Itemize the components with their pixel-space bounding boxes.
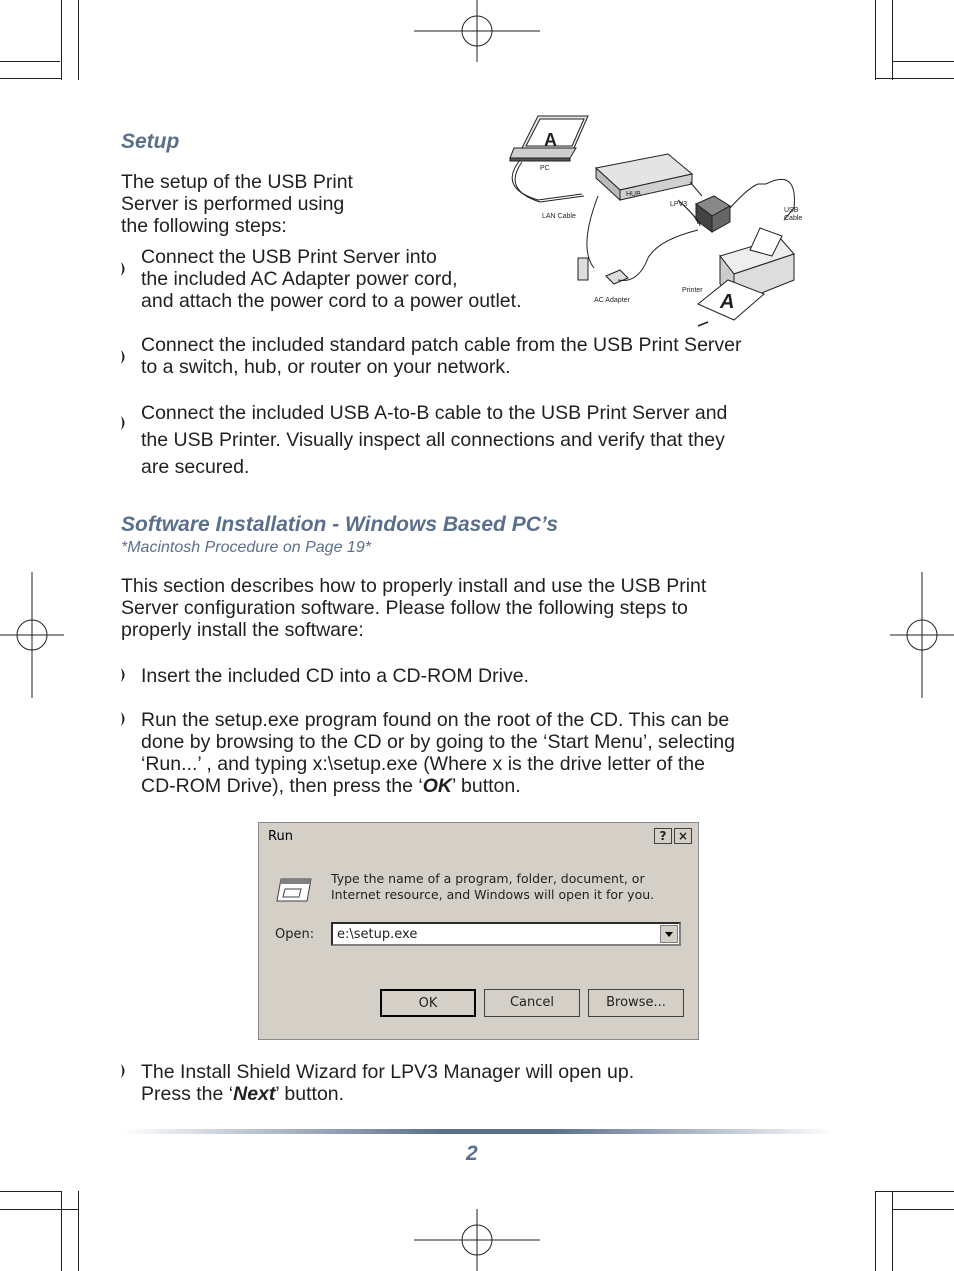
registration-mark-right	[890, 572, 954, 698]
software-heading: Software Installation - Windows Based PC’s	[121, 513, 559, 536]
crop-mark	[78, 1191, 79, 1271]
svg-text:Cable: Cable	[784, 215, 803, 222]
crop-mark	[0, 78, 62, 79]
crop-mark	[892, 0, 893, 80]
software-step-2: Run the setup.exe program found on the root of the CD. This can be done by browsing to the CD or by going to the ‘Start Menu’, selecting ‘Run...’ , and typing x:\setup.exe (Where x is the drive letter of the CD-ROM Drive), then press the ‘OK’ button.	[141, 709, 735, 797]
crop-mark	[78, 0, 79, 80]
open-label: Open:	[275, 927, 315, 942]
svg-text:HUB: HUB	[626, 191, 641, 198]
run-dialog-title: Run	[268, 829, 293, 844]
bullet-icon	[121, 262, 128, 276]
crop-mark	[875, 0, 876, 80]
page-number: 2	[466, 1142, 478, 1165]
svg-text:PC: PC	[540, 165, 550, 172]
bullet-icon	[121, 712, 128, 726]
software-step-1: Insert the included CD into a CD-ROM Drive.	[141, 665, 529, 687]
crop-mark	[61, 0, 62, 80]
svg-text:LAN Cable: LAN Cable	[542, 213, 576, 220]
setup-step-3: Connect the included USB A-to-B cable to the USB Print Server and the USB Printer. Visually inspect all connections and verify that they are secured.	[141, 402, 728, 478]
browse-button[interactable]: Browse...	[588, 989, 684, 1017]
bullet-icon	[121, 416, 128, 430]
crop-mark	[892, 1191, 893, 1271]
ok-button[interactable]: OK	[380, 989, 476, 1017]
software-intro: This section describes how to properly install and use the USB Print Server configuration software. Please follow the following steps to properly install the software:	[121, 575, 707, 641]
run-dialog	[258, 822, 699, 1040]
close-button[interactable]: ×	[674, 828, 692, 844]
network-diagram	[498, 108, 830, 328]
crop-mark	[0, 1209, 79, 1210]
crop-mark	[892, 1209, 954, 1210]
bullet-icon	[121, 350, 128, 364]
setup-step-2: Connect the included standard patch cable from the USB Print Server to a switch, hub, or router on your network.	[141, 334, 742, 378]
footer-rule	[122, 1129, 834, 1134]
setup-step-1: Connect the USB Print Server into the included AC Adapter power cord, and attach the power cord to a power outlet.	[141, 246, 522, 312]
registration-mark-top	[414, 0, 540, 62]
svg-text:A: A	[544, 130, 557, 150]
crop-mark	[0, 61, 60, 62]
svg-text:USB: USB	[784, 207, 799, 214]
help-button[interactable]: ?	[654, 828, 672, 844]
crop-mark	[875, 1191, 876, 1271]
run-dialog-titlebar	[262, 826, 695, 848]
svg-text:A: A	[720, 291, 735, 313]
svg-text:Printer: Printer	[682, 287, 703, 294]
run-dialog-description: Type the name of a program, folder, document, or Internet resource, and Windows will open it for you.	[331, 871, 655, 902]
run-program-icon	[275, 875, 315, 905]
next-emphasis: Next	[233, 1083, 276, 1105]
setup-heading: Setup	[121, 130, 180, 153]
crop-mark	[875, 1191, 954, 1192]
crop-mark	[61, 1191, 62, 1271]
crop-mark	[875, 78, 954, 79]
setup-intro: The setup of the USB Print Server is performed using the following steps:	[121, 171, 353, 237]
cancel-button[interactable]: Cancel	[484, 989, 580, 1017]
ok-emphasis: OK	[422, 775, 452, 797]
open-combobox[interactable]	[331, 922, 681, 946]
ac-adapter-icon	[578, 258, 588, 280]
crop-mark	[892, 61, 954, 62]
bullet-icon	[121, 1064, 128, 1078]
svg-text:AC Adapter: AC Adapter	[594, 297, 630, 304]
software-subheading: *Macintosh Procedure on Page 19*	[121, 539, 371, 556]
software-step-3: The Install Shield Wizard for LPV3 Manager will open up. Press the ‘Next’ button.	[141, 1061, 635, 1105]
open-input[interactable]: e:\setup.exe	[337, 927, 418, 942]
registration-mark-bottom	[414, 1209, 540, 1271]
bullet-icon	[121, 668, 128, 682]
chevron-down-icon[interactable]	[660, 925, 678, 943]
crop-mark	[0, 1191, 62, 1192]
svg-text:LPV3: LPV3	[670, 201, 688, 208]
registration-mark-left	[0, 572, 64, 698]
